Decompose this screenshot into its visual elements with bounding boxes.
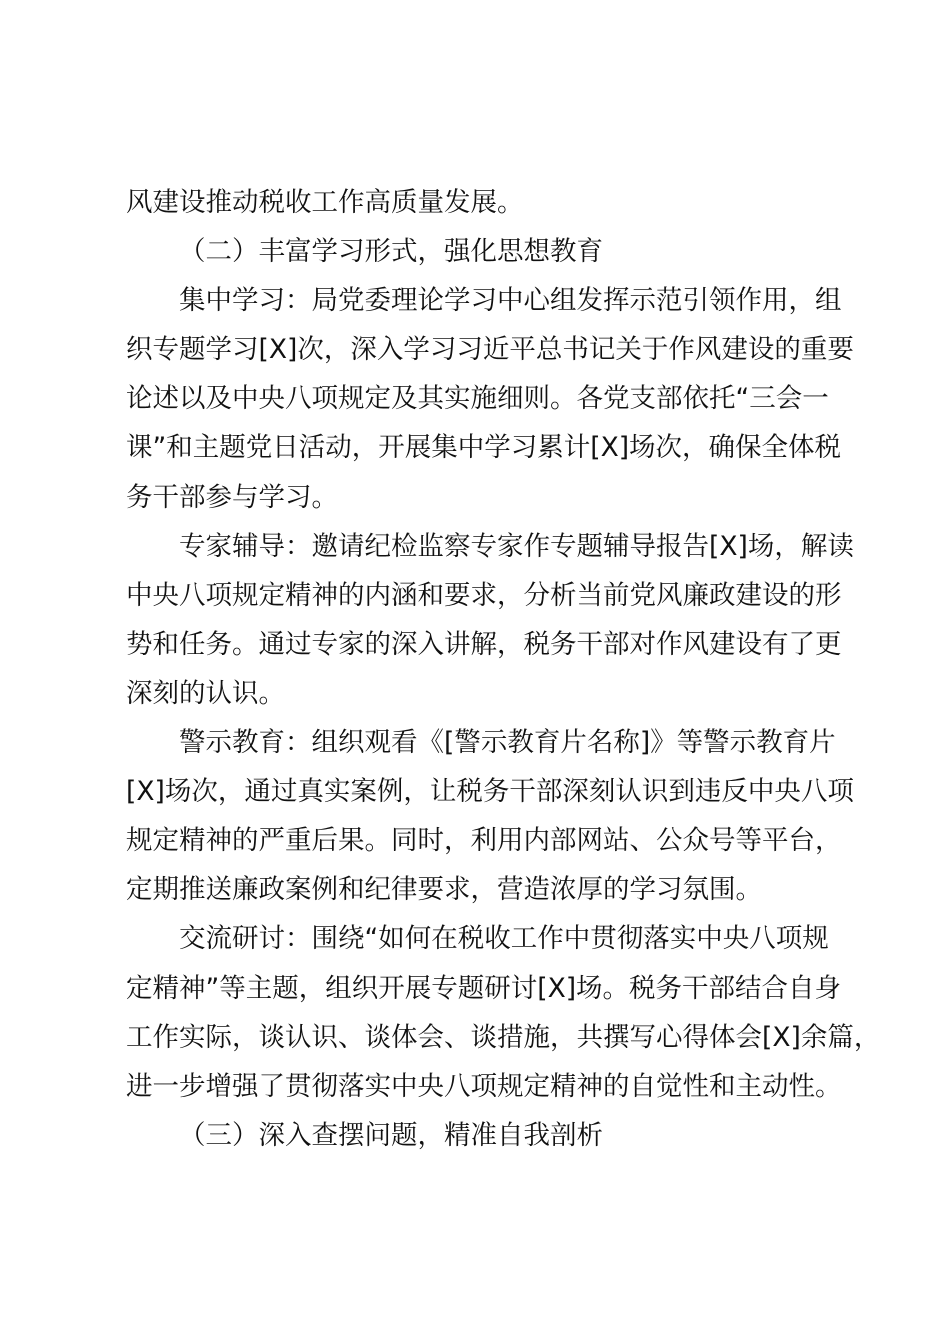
paragraph-warning-education-line-4: 定期推送廉政案例和纪律要求，营造浓厚的学习氛围。 [126,874,762,906]
paragraph-exchange-discussion-line-2: 定精神”等主题，组织开展专题研讨[X]场。税务干部结合自身 [126,972,842,1004]
paragraph-expert-guidance-line-4: 深刻的认识。 [126,677,285,709]
paragraph-warning-education-line-2: [X]场次，通过真实案例，让税务干部深刻认识到违反中央八项 [126,776,854,808]
text-line-continuation: 风建设推动税收工作高质量发展。 [126,187,524,218]
section-heading-2: （二）丰富学习形式，强化思想教育 [179,236,603,268]
paragraph-centralized-study-line-3: 论述以及中央八项规定及其实施细则。各党支部依托“三会一 [126,383,829,415]
paragraph-exchange-discussion-line-1: 交流研讨：围绕“如何在税收工作中贯彻落实中央八项规 [179,923,829,955]
paragraph-exchange-discussion-line-4: 进一步增强了贯彻落实中央八项规定精神的自觉性和主动性。 [126,1070,842,1102]
paragraph-expert-guidance-line-1: 专家辅导：邀请纪检监察专家作专题辅导报告[X]场，解读 [179,530,854,562]
paragraph-expert-guidance-line-3: 势和任务。通过专家的深入讲解，税务干部对作风建设有了更 [126,628,842,660]
paragraph-exchange-discussion-line-3: 工作实际，谈认识、谈体会、谈措施，共撰写心得体会[X]余篇， [126,1021,881,1053]
document-body [126,178,881,1160]
paragraph-expert-guidance-line-2: 中央八项规定精神的内涵和要求，分析当前党风廉政建设的形 [126,579,842,611]
paragraph-centralized-study-line-2: 织专题学习[X]次，深入学习习近平总书记关于作风建设的重要 [126,334,854,366]
section-heading-3: （三）深入查摆问题，精准自我剖析 [179,1119,603,1151]
paragraph-warning-education-line-1: 警示教育：组织观看《[警示教育片名称]》等警示教育片 [179,727,836,759]
paragraph-centralized-study-line-5: 务干部参与学习。 [126,481,338,513]
paragraph-warning-education-line-3: 规定精神的严重后果。同时，利用内部网站、公众号等平台， [126,825,842,857]
paragraph-centralized-study-line-1: 集中学习：局党委理论学习中心组发挥示范引领作用，组 [179,285,842,317]
paragraph-centralized-study-line-4: 课”和主题党日活动，开展集中学习累计[X]场次，确保全体税 [126,432,842,464]
